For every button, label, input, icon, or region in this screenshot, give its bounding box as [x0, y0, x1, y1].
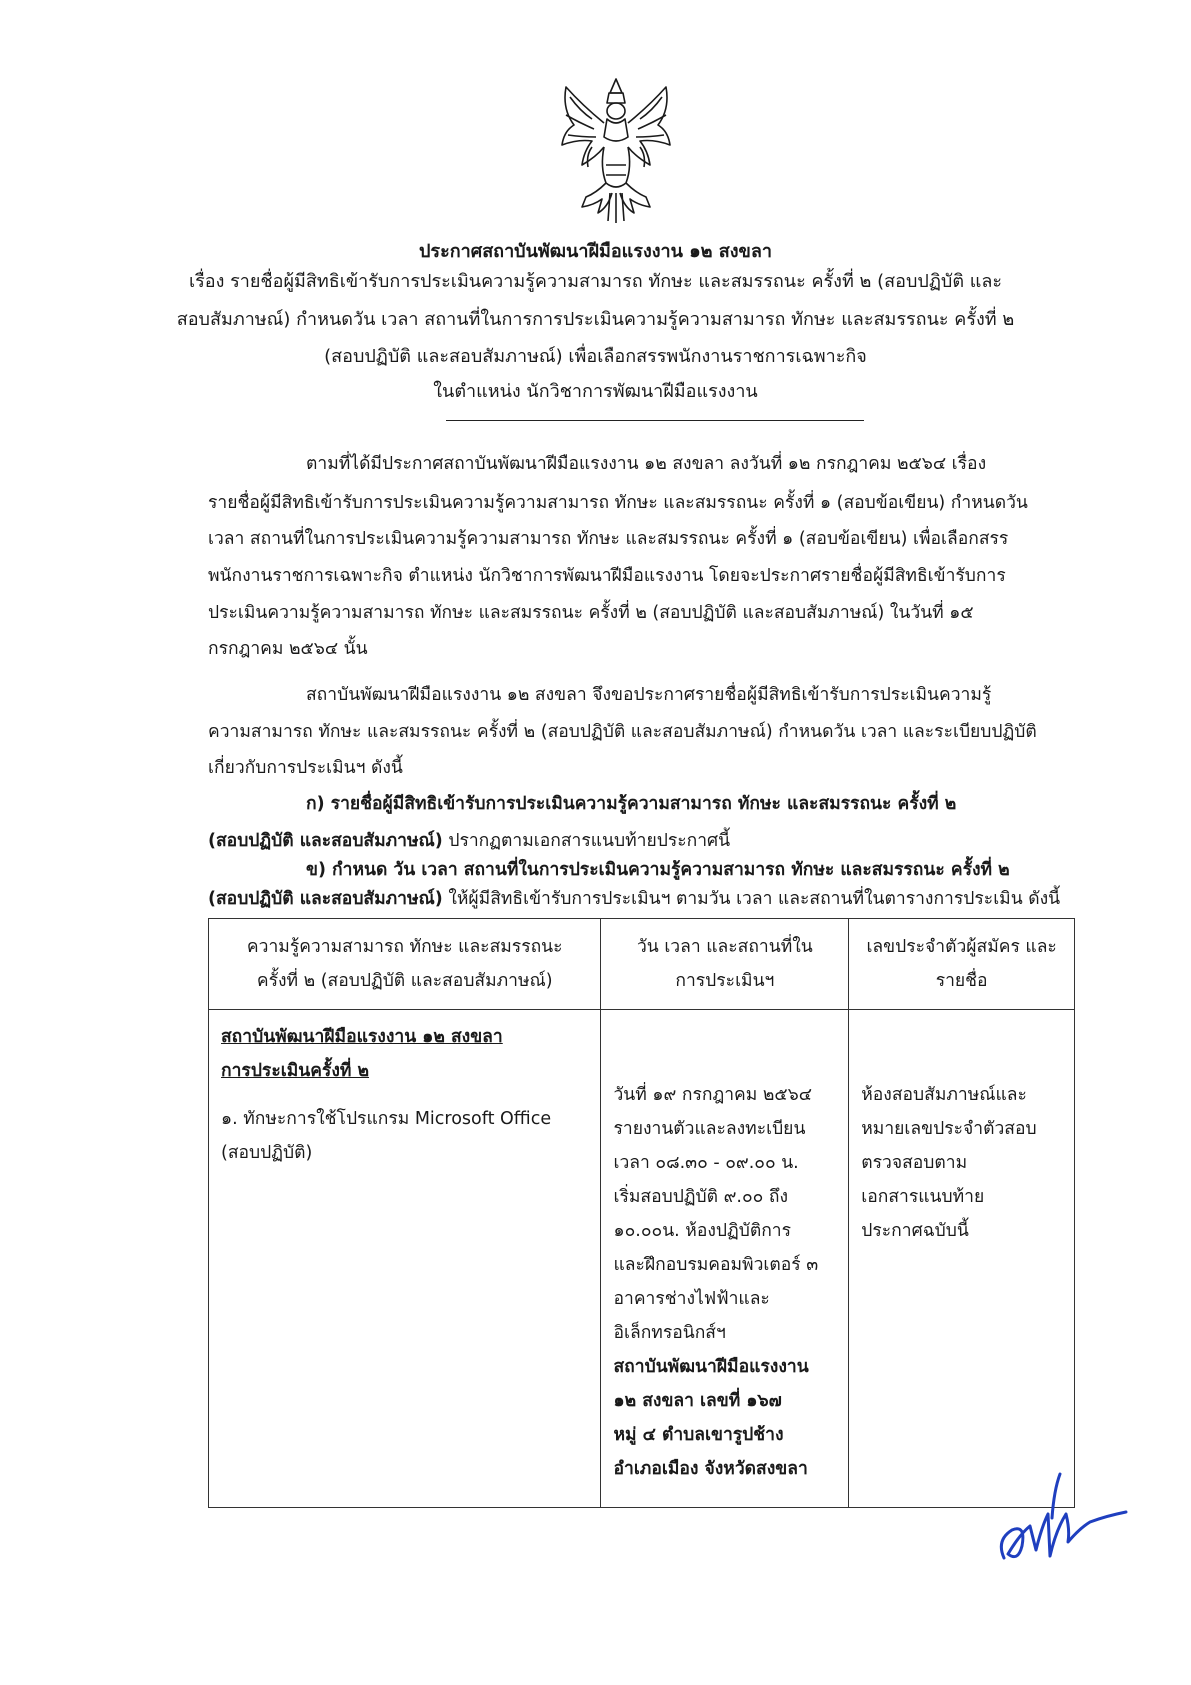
signature-icon [990, 1430, 1130, 1570]
applicant-note-line: ห้องสอบสัมภาษณ์และ [861, 1085, 1027, 1105]
para2-line: สถาบันพัฒนาฝีมือแรงงาน ๑๒ สงขลา จึงขอประกาศรายชื่อผู้มีสิทธิเข้ารับการประเมินความรู้ [306, 685, 992, 705]
assessment-schedule-table [208, 918, 1075, 1508]
table-header-row [209, 919, 1075, 1010]
header-text: ความรู้ความสามารถ ทักษะ และสมรรถนะ [246, 937, 563, 957]
venue-line: อำเภอเมือง จังหวัดสงขลา [613, 1459, 808, 1479]
venue-line: สถาบันพัฒนาฝีมือแรงงาน [613, 1357, 809, 1377]
item-a-line2-bold: (สอบปฏิบัติ และสอบสัมภาษณ์) [208, 831, 443, 851]
applicant-note-line: หมายเลขประจำตัวสอบ [861, 1119, 1037, 1139]
header-cell-competency [209, 919, 601, 1010]
schedule-line: และฝึกอบรมคอมพิวเตอร์ ๓ [613, 1255, 819, 1275]
institute-name: สถาบันพัฒนาฝีมือแรงงาน ๑๒ สงขลา [221, 1027, 503, 1047]
header-text: รายชื่อ [935, 971, 988, 991]
skill-line: ๑. ทักษะการใช้โปรแกรม Microsoft Office [221, 1109, 552, 1129]
header-cell-datetime [601, 919, 849, 1010]
table-row [209, 1010, 1075, 1508]
para1-line: ประเมินความรู้ความสามารถ ทักษะ และสมรรถนะ ครั้งที่ ๒ (สอบปฏิบัติ และสอบสัมภาษณ์) ในวันที่ ๑๕ [208, 603, 974, 623]
competency-cell [209, 1010, 601, 1508]
schedule-line: เริ่มสอบปฏิบัติ ๙.๐๐ ถึง [613, 1187, 789, 1207]
subject-line-1: เรื่อง รายชื่อผู้มีสิทธิเข้ารับการประเมินความรู้ความสามารถ ทักษะ และสมรรถนะ ครั้งที่ ๒ (สอบปฏิบัติ และ [188, 271, 1003, 292]
item-a-line2-rest: ปรากฏตามเอกสารแนบท้ายประกาศนี้ [442, 831, 731, 851]
item-b-line2 [208, 886, 1060, 912]
para1-line: รายชื่อผู้มีสิทธิเข้ารับการประเมินความรู้ความสามารถ ทักษะ และสมรรถนะ ครั้งที่ ๑ (สอบข้อเขียน) กำหนดวัน [208, 493, 1028, 513]
schedule-line: เวลา ๐๘.๓๐ - ๐๙.๐๐ น. [613, 1153, 799, 1173]
schedule-line: อาคารช่างไฟฟ้าและ [613, 1289, 770, 1309]
item-b-heading: ข) กำหนด วัน เวลา สถานที่ในการประเมินความรู้ความสามารถ ทักษะ และสมรรถนะ ครั้งที่ ๒ [306, 860, 1010, 880]
para1-line: กรกฎาคม ๒๕๖๔ นั้น [208, 639, 368, 659]
venue-line: ๑๒ สงขลา เลขที่ ๑๖๗ [613, 1391, 782, 1411]
para1-line: พนักงานราชการเฉพาะกิจ ตำแหน่ง นักวิชาการพัฒนาฝีมือแรงงาน โดยจะประกาศรายชื่อผู้มีสิทธิเข้ารับการ [208, 566, 1006, 586]
skill-line: (สอบปฏิบัติ) [221, 1143, 313, 1163]
item-a-line2 [208, 828, 730, 854]
subject-line-3: (สอบปฏิบัติ และสอบสัมภาษณ์) เพื่อเลือกสรรพนักงานราชการเฉพาะกิจ [324, 346, 867, 367]
applicant-note-line: เอกสารแนบท้าย [861, 1187, 985, 1207]
header-text: เลขประจำตัวผู้สมัคร และ [866, 937, 1057, 957]
item-a-heading: ก) รายชื่อผู้มีสิทธิเข้ารับการประเมินความรู้ความสามารถ ทักษะ และสมรรถนะ ครั้งที่ ๒ [306, 794, 957, 814]
header-cell-applicant [849, 919, 1075, 1010]
assessment-round: การประเมินครั้งที่ ๒ [221, 1061, 370, 1081]
subject-line-2: สอบสัมภาษณ์) กำหนดวัน เวลา สถานที่ในการการประเมินความรู้ความสามารถ ทักษะ และสมรรถนะ ครั้งที่ ๒ [176, 309, 1015, 330]
schedule-line: รายงานตัวและลงทะเบียน [613, 1119, 806, 1139]
venue-line: หมู่ ๔ ตำบลเขารูปช้าง [613, 1425, 784, 1445]
header-text: วัน เวลา และสถานที่ใน [636, 937, 813, 957]
item-b-line2-rest: ให้ผู้มีสิทธิเข้ารับการประเมินฯ ตามวัน เวลา และสถานที่ในตารางการประเมิน ดังนี้ [442, 889, 1061, 909]
datetime-cell [601, 1010, 849, 1508]
announcement-title: ประกาศสถาบันพัฒนาฝีมือแรงงาน ๑๒ สงขลา [419, 241, 772, 262]
title-divider [446, 420, 864, 421]
para1-line: ตามที่ได้มีประกาศสถาบันพัฒนาฝีมือแรงงาน ๑๒ สงขลา ลงวันที่ ๑๒ กรกฎาคม ๒๕๖๔ เรื่อง [306, 454, 987, 474]
header-text: การประเมินฯ [675, 971, 775, 991]
para2-line: เกี่ยวกับการประเมินฯ ดังนี้ [208, 758, 403, 778]
header-text: ครั้งที่ ๒ (สอบปฏิบัติ และสอบสัมภาษณ์) [256, 971, 553, 991]
item-b-line2-bold: (สอบปฏิบัติ และสอบสัมภาษณ์) [208, 889, 443, 909]
para2-line: ความสามารถ ทักษะ และสมรรถนะ ครั้งที่ ๒ (สอบปฏิบัติ และสอบสัมภาษณ์) กำหนดวัน เวลา และระเบียบปฏิบัติ [208, 722, 1037, 742]
applicant-note-line: ประกาศฉบับนี้ [861, 1221, 969, 1241]
subject-line-4: ในตำแหน่ง นักวิชาการพัฒนาฝีมือแรงงาน [433, 381, 758, 402]
para1-line: เวลา สถานที่ในการประเมินความรู้ความสามารถ ทักษะ และสมรรถนะ ครั้งที่ ๑ (สอบข้อเขียน) เพื่อเลือกสรร [208, 529, 1009, 549]
schedule-line: วันที่ ๑๙ กรกฎาคม ๒๕๖๔ [613, 1085, 812, 1105]
schedule-line: อิเล็กทรอนิกส์ฯ [613, 1323, 726, 1343]
garuda-emblem-icon [552, 75, 680, 225]
applicant-note-line: ตรวจสอบตาม [861, 1153, 968, 1173]
schedule-line: ๑๐.๐๐น. ห้องปฏิบัติการ [613, 1221, 792, 1241]
